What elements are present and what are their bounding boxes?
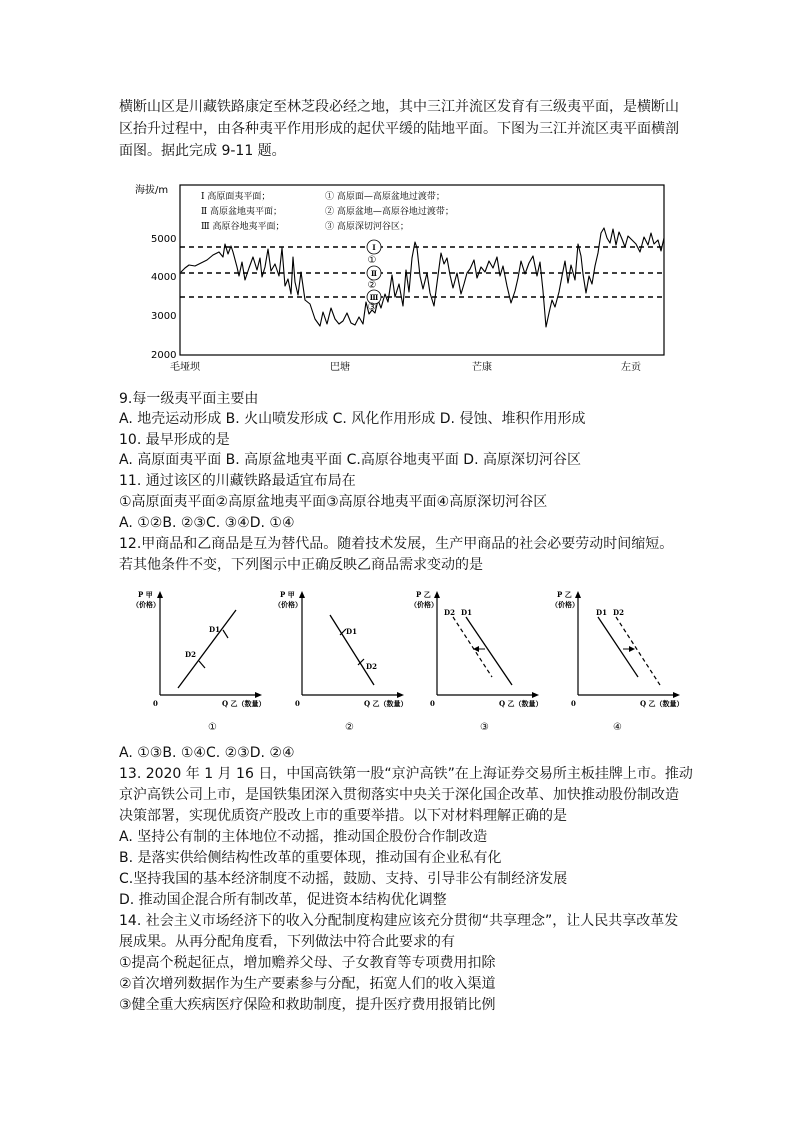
legend-3b: ③ 高原深切河谷区； xyxy=(325,222,409,232)
q14-stem-2: 展成果。从再分配角度看，下列做法中符合此要求的有 xyxy=(119,934,455,950)
graph4-num: ④ xyxy=(613,722,622,733)
graph4-dashed-curve xyxy=(616,617,660,685)
graph1-ylabel: P 甲 xyxy=(138,590,153,599)
q10-options: A. 高原面夷平面 B. 高原盆地夷平面 C.高原谷地夷平面 D. 高原深切河谷区 xyxy=(119,452,581,468)
graph1-xlabel: Q 乙（数量） xyxy=(222,699,266,708)
graph1-d2: D2 xyxy=(185,650,196,659)
q12-stem-2: 若其他条件不变，下列图示中正确反映乙商品需求变动的是 xyxy=(119,557,483,573)
ytick-2000: 2000 xyxy=(151,350,177,361)
graph3-unit: （价格） xyxy=(410,600,438,609)
graph1-unit: （价格） xyxy=(132,600,160,609)
zone-mark-3: ③ xyxy=(367,302,377,313)
legend-1b: ① 高原面—高原盆地过渡带； xyxy=(325,192,445,202)
graph4-ylabel: P 乙 xyxy=(557,590,572,599)
graph3-num: ③ xyxy=(480,722,489,733)
graph3-d1: D1 xyxy=(461,608,472,617)
q13-option-a: A. 坚持公有制的主体地位不动摇，推动国企股份合作制改造 xyxy=(119,829,488,845)
graph1-origin: 0 xyxy=(153,699,158,708)
place-1: 毛垭坝 xyxy=(170,362,200,373)
demand-graph-3 xyxy=(410,590,543,733)
ytick-4000: 4000 xyxy=(151,272,177,283)
graph1-mark-d1 xyxy=(223,630,228,638)
graph4-xlabel: Q 乙（数量） xyxy=(640,699,684,708)
q11-stem: 11. 通过该区的川藏铁路最适宜布局在 xyxy=(119,473,356,489)
graph3-ylabel: P 乙 xyxy=(416,590,431,599)
q11-options: A. ①②B. ②③C. ③④D. ①④ xyxy=(119,515,295,531)
graph2-d1: D1 xyxy=(346,627,357,636)
cross-section-profile xyxy=(125,172,670,377)
graph1-num: ① xyxy=(208,722,217,733)
level-marks xyxy=(367,240,381,304)
graph3-origin: 0 xyxy=(430,699,435,708)
graph1-demand-line xyxy=(178,610,236,688)
graph2-origin: 0 xyxy=(295,699,300,708)
legend-3a: Ⅲ 高原谷地夷平面； xyxy=(201,222,285,232)
graph3-solid-curve xyxy=(466,617,512,685)
intro-line-2: 区抬升过程中，由各种夷平作用形成的起伏平缓的陆地平面。下图为三江并流区夷平面横剖 xyxy=(119,121,679,137)
terrain-profile xyxy=(181,228,664,327)
demand-graphs xyxy=(120,585,684,740)
graph2-demand-line xyxy=(330,615,374,685)
graph2-ylabel: P 甲 xyxy=(280,590,295,599)
graph4-d1: D1 xyxy=(596,608,607,617)
graph4-d2: D2 xyxy=(613,608,624,617)
graph3-xlabel: Q 乙（数量） xyxy=(499,699,543,708)
level-mark-1: Ⅰ xyxy=(372,243,376,252)
q9-stem: 9.每一级夷平面主要由 xyxy=(119,391,259,407)
q14-item-2: ②首次增列数据作为生产要素参与分配，拓宽人们的收入渠道 xyxy=(119,976,496,992)
q11-items: ①高原面夷平面②高原盆地夷平面③高原谷地夷平面④高原深切河谷区 xyxy=(119,494,548,510)
legend-2b: ② 高原盆地—高原谷地过渡带； xyxy=(325,207,454,217)
q13-stem-3: 决策部署，实现优质资产股改上市的重要举措。以下对材料理解正确的是 xyxy=(119,808,567,824)
demand-graph-1 xyxy=(132,590,266,733)
graph2-d2: D2 xyxy=(366,662,377,671)
place-2: 巴塘 xyxy=(330,362,350,373)
zone-mark-1: ① xyxy=(367,255,377,266)
legend-1a: Ⅰ 高原面夷平面； xyxy=(201,192,271,202)
q13-stem-1: 13. 2020 年 1 月 16 日，中国高铁第一股“京沪高铁”在上海证券交易所主板挂牌上市。推动 xyxy=(119,766,693,782)
q9-options: A. 地壳运动形成 B. 火山喷发形成 C. 风化作用形成 D. 侵蚀、堆积作用形成 xyxy=(119,411,586,427)
zone-mark-2: ② xyxy=(367,280,377,291)
graph4-origin: 0 xyxy=(571,699,576,708)
graph1-d1: D1 xyxy=(209,625,220,634)
q14-item-3: ③健全重大疾病医疗保险和救助制度，提升医疗费用报销比例 xyxy=(119,997,496,1013)
place-3: 芒康 xyxy=(472,362,492,373)
profile-ylabel: 海拔/m xyxy=(135,185,169,196)
demand-graph-2 xyxy=(274,590,408,733)
graph1-mark-d2 xyxy=(199,661,205,668)
ytick-3000: 3000 xyxy=(151,311,177,322)
q13-option-b: B. 是落实供给侧结构性改革的重要体现，推动国有企业私有化 xyxy=(119,850,502,866)
q13-stem-2: 京沪高铁公司上市，是国铁集团深入贯彻落实中央关于深化国企改革、加快推动股份制改造 xyxy=(119,787,679,803)
intro-line-3: 面图。据此完成 9-11 题。 xyxy=(119,143,286,159)
level-mark-2: Ⅱ xyxy=(371,269,377,278)
level-mark-3: Ⅲ xyxy=(369,293,379,302)
graph3-d2: D2 xyxy=(444,608,455,617)
demand-graph-4 xyxy=(551,590,684,733)
q12-options: A. ①③B. ①④C. ②③D. ②④ xyxy=(119,745,295,761)
ytick-5000: 5000 xyxy=(151,234,177,245)
q13-option-c: C.坚持我国的基本经济制度不动摇，鼓励、支持、引导非公有制经济发展 xyxy=(119,871,568,887)
q14-item-1: ①提高个税起征点，增加赡养父母、子女教育等专项费用扣除 xyxy=(119,955,496,971)
graph2-num: ② xyxy=(345,722,354,733)
intro-line-1: 横断山区是川藏铁路康定至林芝段必经之地，其中三江并流区发育有三级夷平面，是横断山 xyxy=(119,99,679,115)
q12-stem-1: 12.甲商品和乙商品是互为替代品。随着技术发展，生产甲商品的社会必要劳动时间缩短。 xyxy=(119,536,674,552)
q14-stem-1: 14. 社会主义市场经济下的收入分配制度构建应该充分贯彻“共享理念”，让人民共享改革发 xyxy=(119,913,679,929)
q13-option-d: D. 推动国企混合所有制改革，促进资本结构优化调整 xyxy=(119,892,447,908)
place-4: 左贡 xyxy=(621,362,641,373)
graph2-unit: （价格） xyxy=(274,600,302,609)
legend-2a: Ⅱ 高原盆地夷平面； xyxy=(201,207,282,217)
graph4-solid-curve xyxy=(598,617,638,677)
graph2-xlabel: Q 乙（数量） xyxy=(364,699,408,708)
q10-stem: 10. 最早形成的是 xyxy=(119,432,230,448)
graph4-unit: （价格） xyxy=(551,600,579,609)
